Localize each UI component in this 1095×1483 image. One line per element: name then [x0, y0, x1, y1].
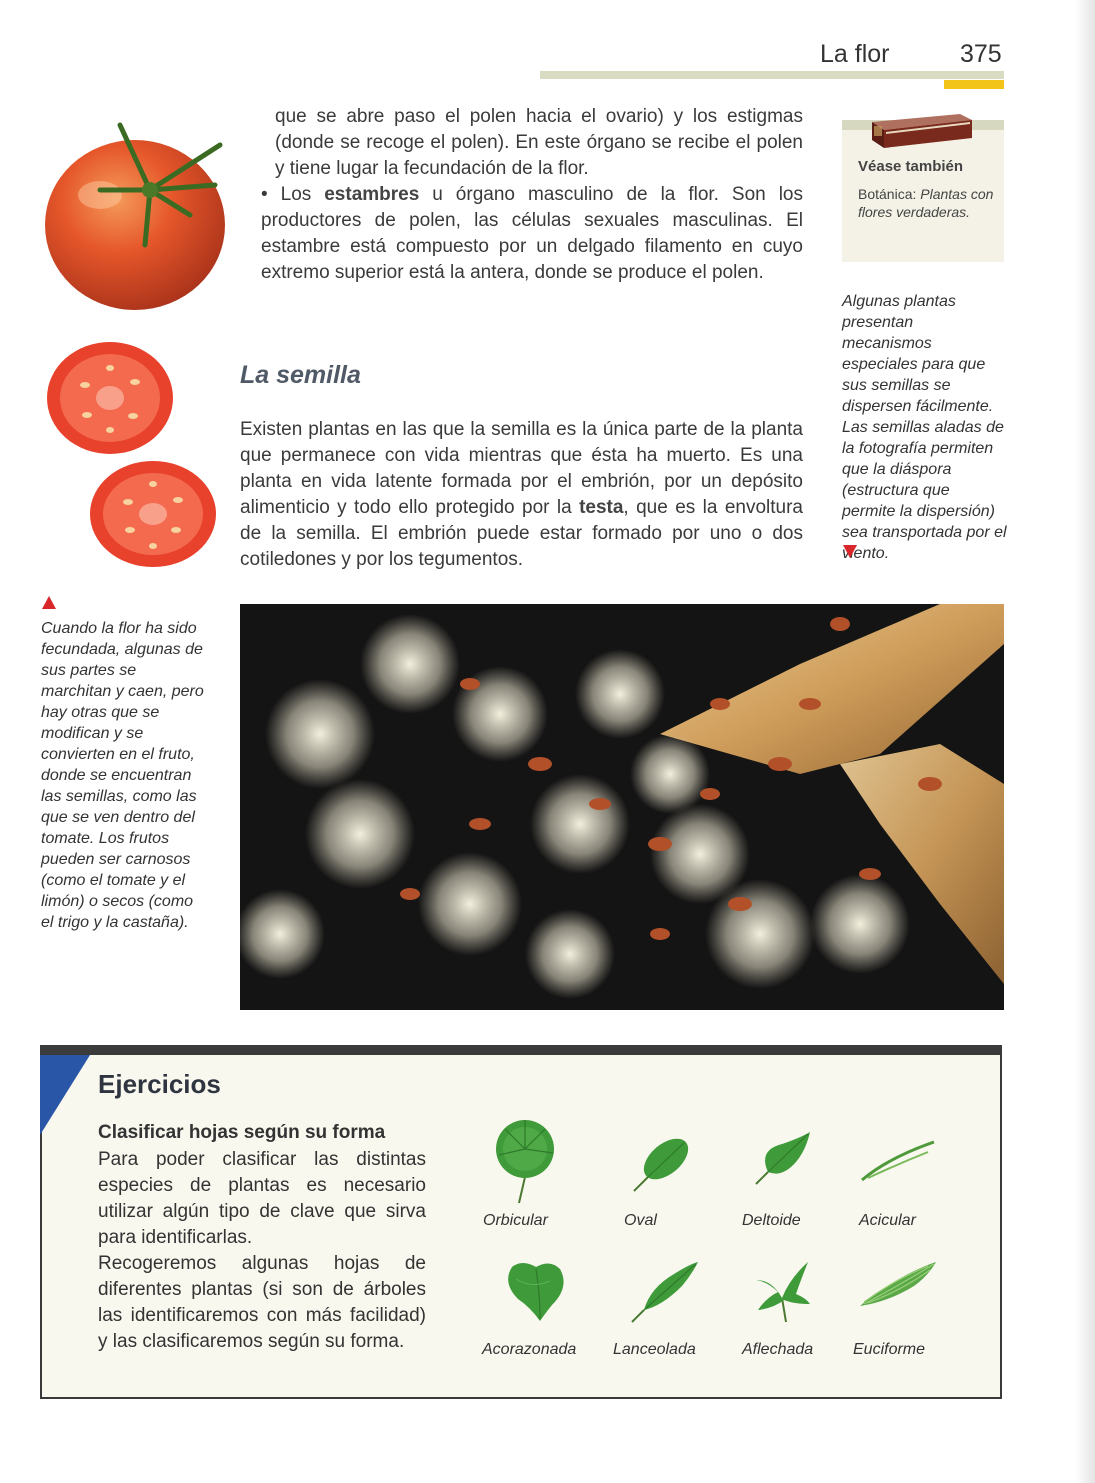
exercise-corner-decoration — [40, 1055, 90, 1135]
page-number: 375 — [960, 40, 1002, 68]
header-rule — [540, 71, 1004, 79]
exercise-box-top-bar — [40, 1045, 1002, 1055]
bullet-item-estambres — [261, 182, 803, 286]
sagittate-leaf-icon — [752, 1258, 812, 1324]
leaf-label-deltoide: Deltoide — [742, 1212, 801, 1229]
ensiform-leaf-icon — [858, 1260, 938, 1310]
caption-pointer-up-icon — [42, 596, 56, 609]
see-also-reference[interactable] — [858, 185, 998, 221]
orbicular-leaf-icon — [495, 1115, 555, 1205]
bold-term: estambres — [324, 184, 420, 205]
whole-tomato-image — [40, 115, 230, 315]
leaf-label-acorazonada: Acorazonada — [482, 1341, 577, 1358]
winged-seeds-photo — [240, 604, 1004, 1010]
tomato-slice-image — [45, 340, 177, 456]
bold-term: testa — [579, 497, 624, 518]
leaf-label-lanceolada: Lanceolada — [613, 1341, 696, 1358]
see-also-subject: Botánica: — [858, 186, 921, 202]
leaf-label-oval: Oval — [624, 1212, 657, 1229]
running-header-title: La flor — [820, 40, 890, 68]
body-text-semilla — [240, 417, 803, 573]
caption-pointer-down-icon — [843, 545, 857, 558]
leaf-label-aflechada: Aflechada — [742, 1341, 814, 1358]
leaf-label-acicular: Acicular — [859, 1212, 916, 1229]
exercise-instructions — [98, 1147, 426, 1355]
lanceolate-leaf-icon — [630, 1260, 700, 1324]
paragraph: Recogeremos algunas hojas de diferentes plantas (si son de árboles las identificaremos con más facilidad) y las clasificaremos según su forma. — [98, 1253, 426, 1352]
bullet-prefix: • Los — [261, 184, 325, 205]
caption-tomato-fruit: Cuando la flor ha sido fecundada, algunas de sus partes se marchitan y caen, pero hay otras que se modifican y se convierten en el fruto, donde se encuentran las semillas, como las que se ven dentro del tomate. Los frutos pueden ser carnosos (como el tomate y el limón) o secos (como el trigo y la castaña). — [41, 620, 204, 931]
see-also-topic: Plantas con flores verdaderas. — [858, 186, 994, 220]
page-edge-shadow — [1075, 0, 1095, 1483]
paragraph: que se abre paso el polen hacia el ovario) y los estigmas (donde se recoge el polen). En este órgano se recibe el polen y tiene lugar la fecundación de la flor. — [275, 106, 803, 179]
acicular-leaf-icon — [858, 1138, 938, 1183]
oval-leaf-icon — [630, 1135, 692, 1195]
see-also-title: Véase también — [858, 158, 964, 175]
body-text-top — [261, 104, 803, 286]
header-color-tab — [944, 80, 1004, 89]
bullet-text: u órgano masculino de la flor. Son los productores de polen, las células sexuales masculinas. El estambre está compuesto por un delgado filamento en cuyo extremo superior está la antera, donde se produce el polen. — [261, 184, 803, 283]
book-icon — [870, 110, 974, 150]
paragraph — [240, 417, 803, 573]
leaf-label-orbicular: Orbicular — [483, 1212, 548, 1229]
exercise-subtitle: Clasificar hojas según su forma — [98, 1122, 386, 1143]
deltoid-leaf-icon — [752, 1130, 814, 1188]
text-run: , que es la envoltura de la semilla. El embrión puede estar formado por uno o dos cotiledones y por los tegumentos. — [240, 497, 803, 570]
paragraph: Para poder clasificar las distintas especies de plantas es necesario utilizar algún tipo de clave que sirva para identificarlas. — [98, 1149, 426, 1248]
caption-seed-dispersal: Algunas plantas presentan mecanismos especiales para que sus semillas se dispersen fácilmente. Las semillas aladas de la fotografía permiten que la diáspora (estructura que permite la dispersión) sea transportada por el viento. — [842, 293, 1007, 562]
cordate-leaf-icon — [502, 1257, 570, 1323]
exercise-title: Ejercicios — [98, 1069, 221, 1099]
text-run: Existen plantas en las que la semilla es la única parte de la planta que permanece con vida mientras que ésta ha muerto. Es una planta en vida latente formada por el embrión, por un depósito alimenticio y todo ello protegido por la — [240, 419, 803, 518]
section-heading: La semilla — [240, 361, 361, 389]
leaf-label-euciforme: Euciforme — [853, 1341, 926, 1358]
tomato-slice-image — [88, 460, 220, 570]
